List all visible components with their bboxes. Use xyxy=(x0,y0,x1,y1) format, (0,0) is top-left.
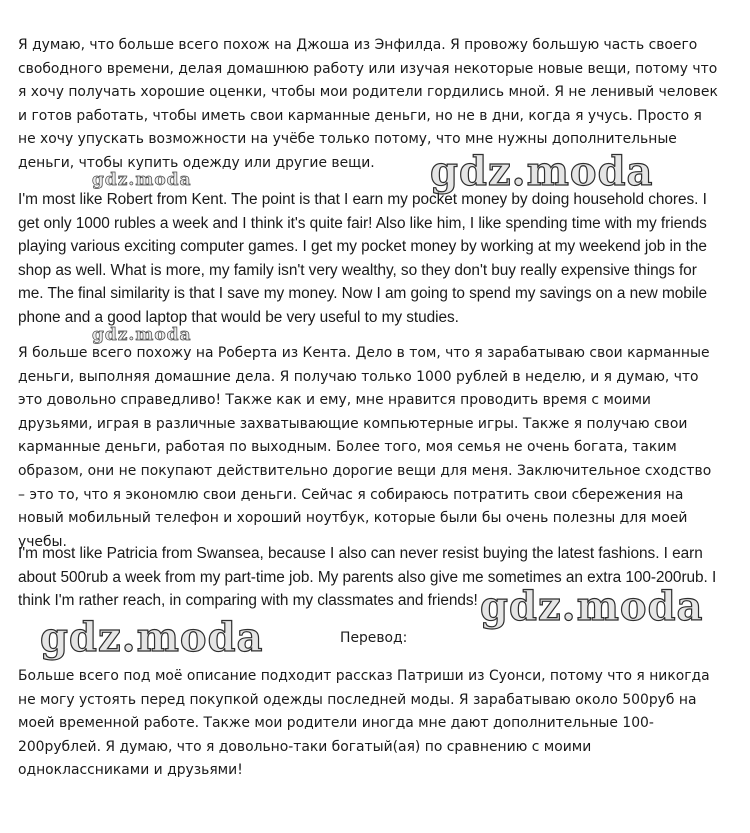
translation-label: Перевод: xyxy=(340,630,408,646)
paragraph-russian-patricia: Больше всего под моё описание подходит рассказ Патриши из Суонси, потому что я никогда не могу устоять перед покупкой одежды последней моды. Я зарабатываю около 500руб на моей временной работе. Также мои родители иногда мне дают дополнительные 100-200рублей. Я думаю, что я довольно-таки богатый(ая) по сравнению с моими одноклассниками и друзьями! xyxy=(18,668,710,779)
watermark-logo: gdz.moda xyxy=(480,583,704,630)
paragraph-english-robert: I'm most like Robert from Kent. The point is that I earn my pocket money by doing household chores. I get only 1000 rubles a week and I think it's quite fair! Also like him, I like spending time with my friends playing various exciting computer games. I get my pocket money by working at my weekend job in the shop as well. What is more, my family isn't very wealthy, so they don't buy really expensive things for me. The final similarity is that I save my money. Now I am going to spend my savings on a new mobile phone and a good laptop that would be very useful to my studies. xyxy=(18,191,708,326)
paragraph-english-patricia: I'm most like Patricia from Swansea, because I also can never resist buying the latest fashions. I earn about 500rub a week from my part-time job. My parents also give me sometimes an extra 100-200rub. I think I'm rather reach, in comparing with my classmates and friends! xyxy=(18,545,717,610)
paragraph-russian-robert: Я больше всего похожу на Роберта из Кента. Дело в том, что я зарабатываю свои карманные деньги, выполняя домашние дела. Я получаю только 1000 рублей в неделю, и я думаю, что это довольно справедливо! Также как и ему, мне нравится проводить время с моими друзьями, играя в различные захватывающие компьютерные игры. Также я получаю свои карманные деньги, работая по выходным. Более того, моя семья не очень богата, таким образом, они не покупают действительно дорогие вещи для меня. Заключительное сходство – это то, что я экономлю свои деньги. Сейчас я собираюсь потратить свои сбережения на новый мобильный телефон и хороший ноутбук, которые были бы очень полезны для моей учебы. xyxy=(18,345,712,550)
watermark-logo: gdz.moda xyxy=(92,325,192,345)
watermark-logo: gdz.moda xyxy=(430,148,654,195)
watermark-logo: gdz.moda xyxy=(92,170,192,190)
paragraph-russian-josh: Я думаю, что больше всего похож на Джоша из Энфилда. Я провожу большую часть своего свободного времени, делая домашнюю работу или изучая некоторые новые вещи, потому что я хочу получать хорошие оценки, чтобы мои родители гордились мной. Я не ленивый человек и готов работать, чтобы иметь свои карманные деньги, но не в дни, когда я учусь. Просто я не хочу упускать возможности на учёбе только потому, что мне нужны дополнительные деньги, чтобы купить одежду или другие вещи. xyxy=(18,37,718,171)
watermark-logo: gdz.moda xyxy=(40,614,264,661)
